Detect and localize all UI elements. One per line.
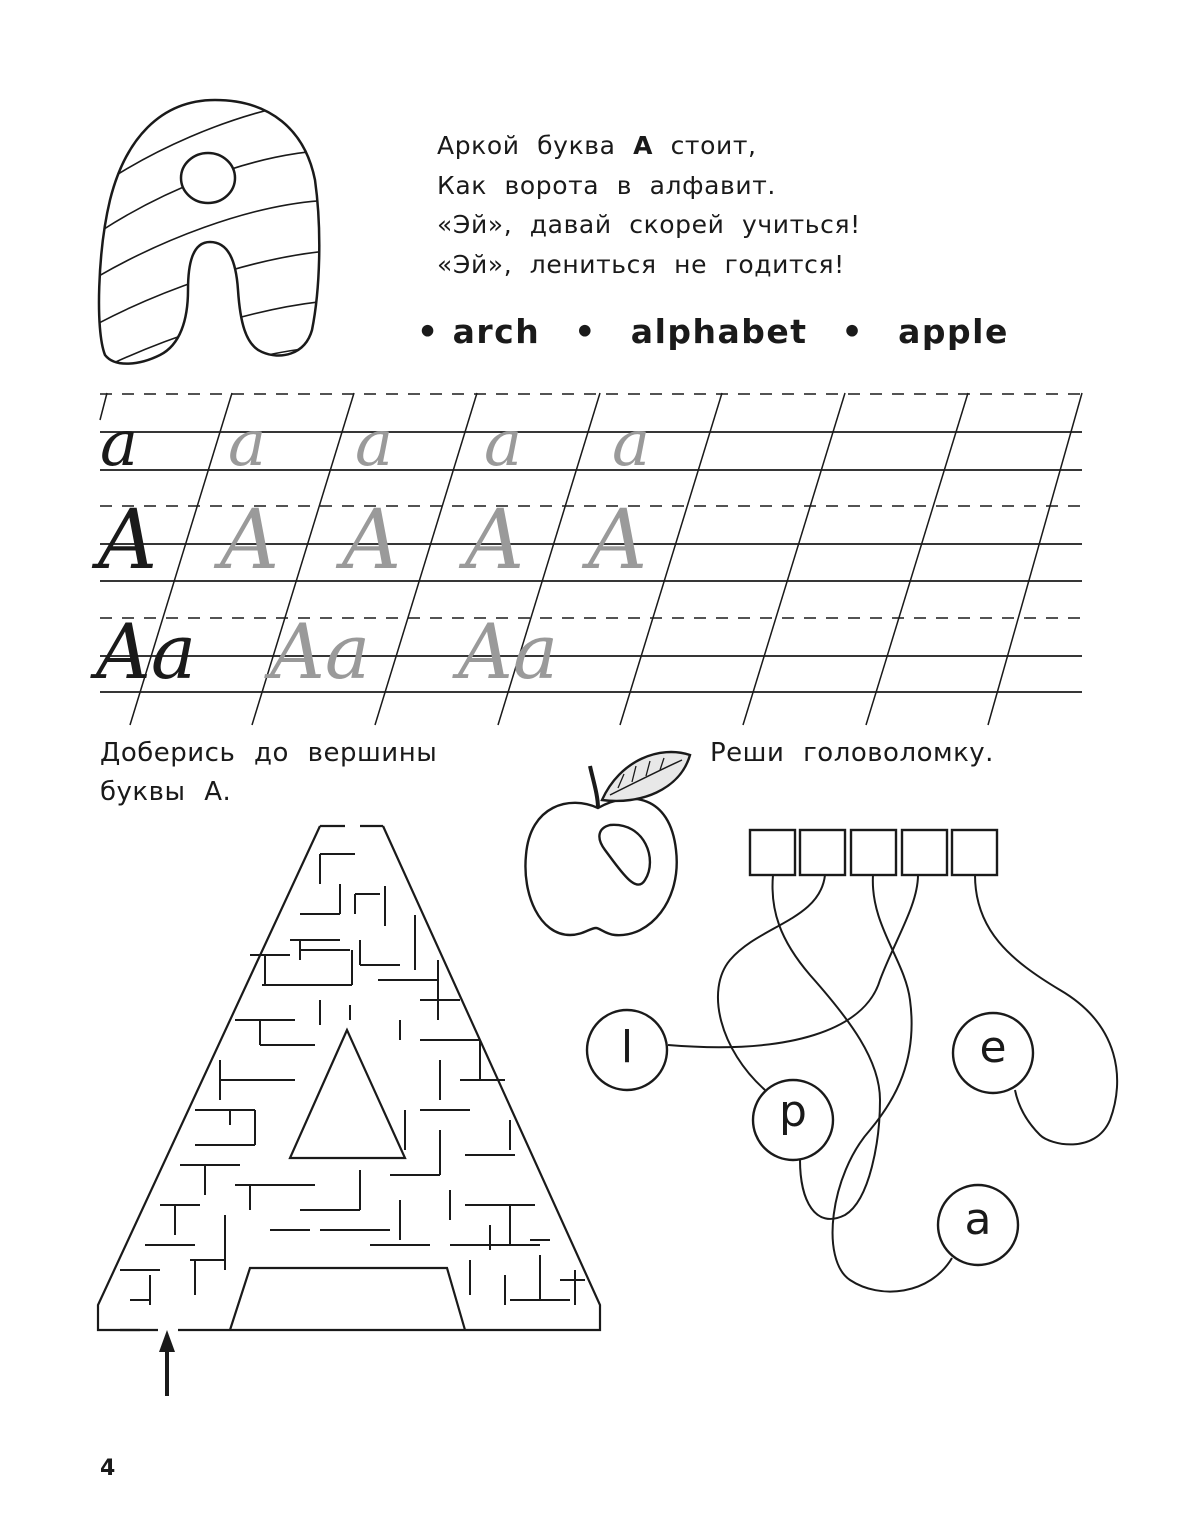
poem-line-3: «Эй», давай скорей учиться! (437, 210, 861, 239)
copybook-row2-trace: A (465, 493, 525, 588)
apple-icon (525, 752, 690, 935)
bullet: • (574, 312, 597, 351)
copybook-row1-trace: a (228, 407, 267, 481)
puzzle-task: Реши головоломку. (710, 738, 994, 768)
poem-line-1-start: Аркой буква (437, 131, 616, 160)
up-arrow-icon (159, 1330, 175, 1396)
copybook-row3-sample: Aa (96, 607, 197, 696)
answer-box[interactable] (851, 830, 896, 875)
page-number: 4 (100, 1456, 116, 1481)
copybook-row1-trace: a (355, 407, 394, 481)
letter-a: a (964, 1194, 992, 1245)
bullet: • (417, 312, 440, 351)
word-arch: arch (452, 312, 541, 351)
word-apple: apple (898, 312, 1009, 351)
copybook-row1-trace: a (612, 407, 651, 481)
copybook-row2-trace: A (342, 493, 402, 588)
answer-box[interactable] (902, 830, 947, 875)
poem-bold-letter: А (633, 131, 654, 160)
poem-line-4: «Эй», лениться не годится! (437, 249, 845, 279)
maze-task (100, 734, 437, 812)
answer-box[interactable] (800, 830, 845, 875)
answer-box[interactable] (750, 830, 795, 875)
answer-box[interactable] (952, 830, 997, 875)
copybook-row1-trace: a (484, 407, 523, 481)
maze-task-line-1: Доберись до вершины (100, 738, 438, 768)
copybook-row3-trace: Aa (458, 607, 559, 696)
copybook-row2-trace: A (588, 493, 648, 588)
maze-task-line-2: буквы А. (100, 777, 232, 807)
copybook-row3-trace: Aa (270, 607, 371, 696)
answer-boxes (750, 830, 997, 875)
maze-letter-a (98, 826, 600, 1330)
copybook-row1-sample: a (100, 407, 139, 481)
poem-line-2: Как ворота в алфавит. (437, 170, 776, 200)
word-alphabet: alphabet (630, 312, 808, 351)
letter-l: l (620, 1022, 634, 1073)
letter-e: e (979, 1022, 1007, 1073)
bullet: • (841, 312, 865, 351)
copybook-row2-sample: A (98, 493, 158, 588)
tangled-lines (668, 875, 1117, 1292)
copybook-row2-trace: A (220, 493, 280, 588)
poem-line-1-end: стоит, (670, 131, 757, 160)
letter-p: p (779, 1086, 807, 1137)
bubble-letter-a-illustration (60, 60, 340, 420)
